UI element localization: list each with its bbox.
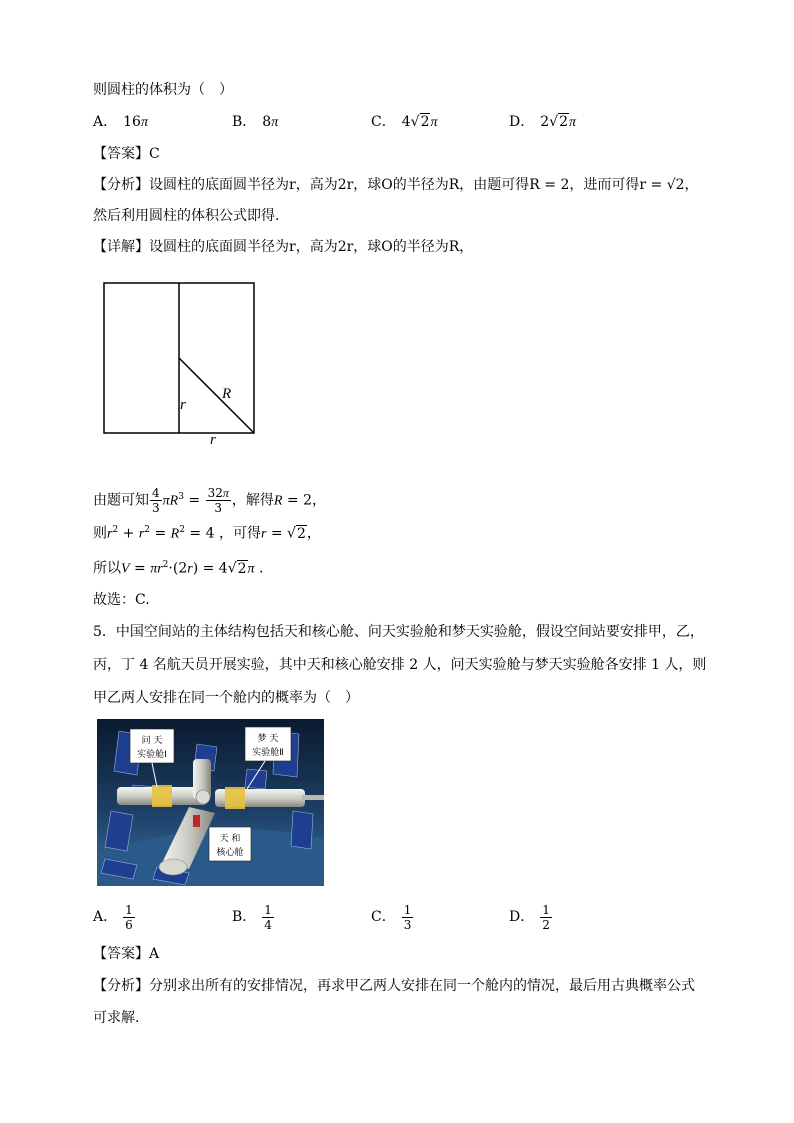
q5-stem-line2: 丙，丁 4 名航天员开展实验，其中天和核心舱安排 2 人，问天实验舱与梦天实验舱各安排 1 人，则 bbox=[93, 657, 707, 673]
diagram-label-r-left: r bbox=[180, 397, 186, 413]
q4-analysis-line2: 然后利用圆柱的体积公式即得. bbox=[93, 208, 280, 224]
q4-option-d: D． 2√2π bbox=[509, 114, 577, 130]
q4-option-b: B． 8π bbox=[232, 114, 279, 130]
diagram-label-r-bottom: r bbox=[210, 432, 216, 448]
cylinder-section-diagram bbox=[100, 279, 260, 449]
label-tianhe-1: 天 和 bbox=[219, 834, 241, 844]
label-mengtian-2: 实验舱Ⅱ bbox=[252, 748, 284, 758]
q5-analysis-line2: 可求解. bbox=[93, 1010, 140, 1026]
q4-detail-line1: 【详解】设圆柱的底面圆半径为r，高为2r，球O的半径为R， bbox=[93, 239, 474, 255]
q5-option-a: A． $\frac{1}{6}$ bbox=[93, 902, 133, 932]
q4-answer: 【答案】C bbox=[93, 146, 160, 162]
q5-option-c: C． $\frac{1}{3}$ bbox=[371, 902, 412, 932]
q4-analysis-line1: 【分析】设圆柱的底面圆半径为r，高为2r，球O的半径为R，由题可得R = 2，进而可得r = √2， bbox=[93, 177, 699, 193]
label-wentian-2: 实验舱Ⅰ bbox=[137, 750, 167, 760]
q4-stem-tail: 则圆柱的体积为（ ） bbox=[93, 82, 233, 98]
q5-option-d: D． $\frac{1}{2}$ bbox=[509, 902, 550, 932]
q5-stem-line3: 甲乙两人安排在同一个舱内的概率为（ ） bbox=[93, 690, 359, 706]
q4-step1: 由题可知 $\frac{4}{3}$ $\pi R^3$ = $\frac{32\pi}{3}$ ，解得R = 2， bbox=[93, 486, 326, 516]
label-wentian-1: 问 天 bbox=[141, 736, 163, 746]
label-tianhe-2: 核心舱 bbox=[216, 848, 244, 858]
label-mengtian-1: 梦 天 bbox=[257, 734, 279, 744]
q4-step2: 则$r^2 + r^2 = R^2 = 4$ ，可得r = √2， bbox=[93, 525, 321, 542]
q4-option-a: A． 16π bbox=[93, 114, 148, 130]
q4-step3: 所以$V = \pi r^2\cdot(2r) = 4√2\pi$ . bbox=[93, 560, 264, 577]
q5-analysis-line1: 【分析】分别求出所有的安排情况，再求甲乙两人安排在同一个舱内的情况，最后用古典概率公式 bbox=[93, 978, 695, 994]
q4-conclusion: 故选：C. bbox=[93, 592, 150, 608]
q5-stem-line1: 5．中国空间站的主体结构包括天和核心舱、问天实验舱和梦天实验舱，假设空间站要安排甲，乙， bbox=[93, 624, 704, 640]
q5-answer: 【答案】A bbox=[93, 946, 160, 962]
diagram-label-R: R bbox=[222, 386, 232, 402]
space-station-image bbox=[97, 719, 324, 886]
q5-option-b: B． $\frac{1}{4}$ bbox=[232, 902, 272, 932]
q4-option-c: C． 4√2π bbox=[371, 114, 438, 130]
